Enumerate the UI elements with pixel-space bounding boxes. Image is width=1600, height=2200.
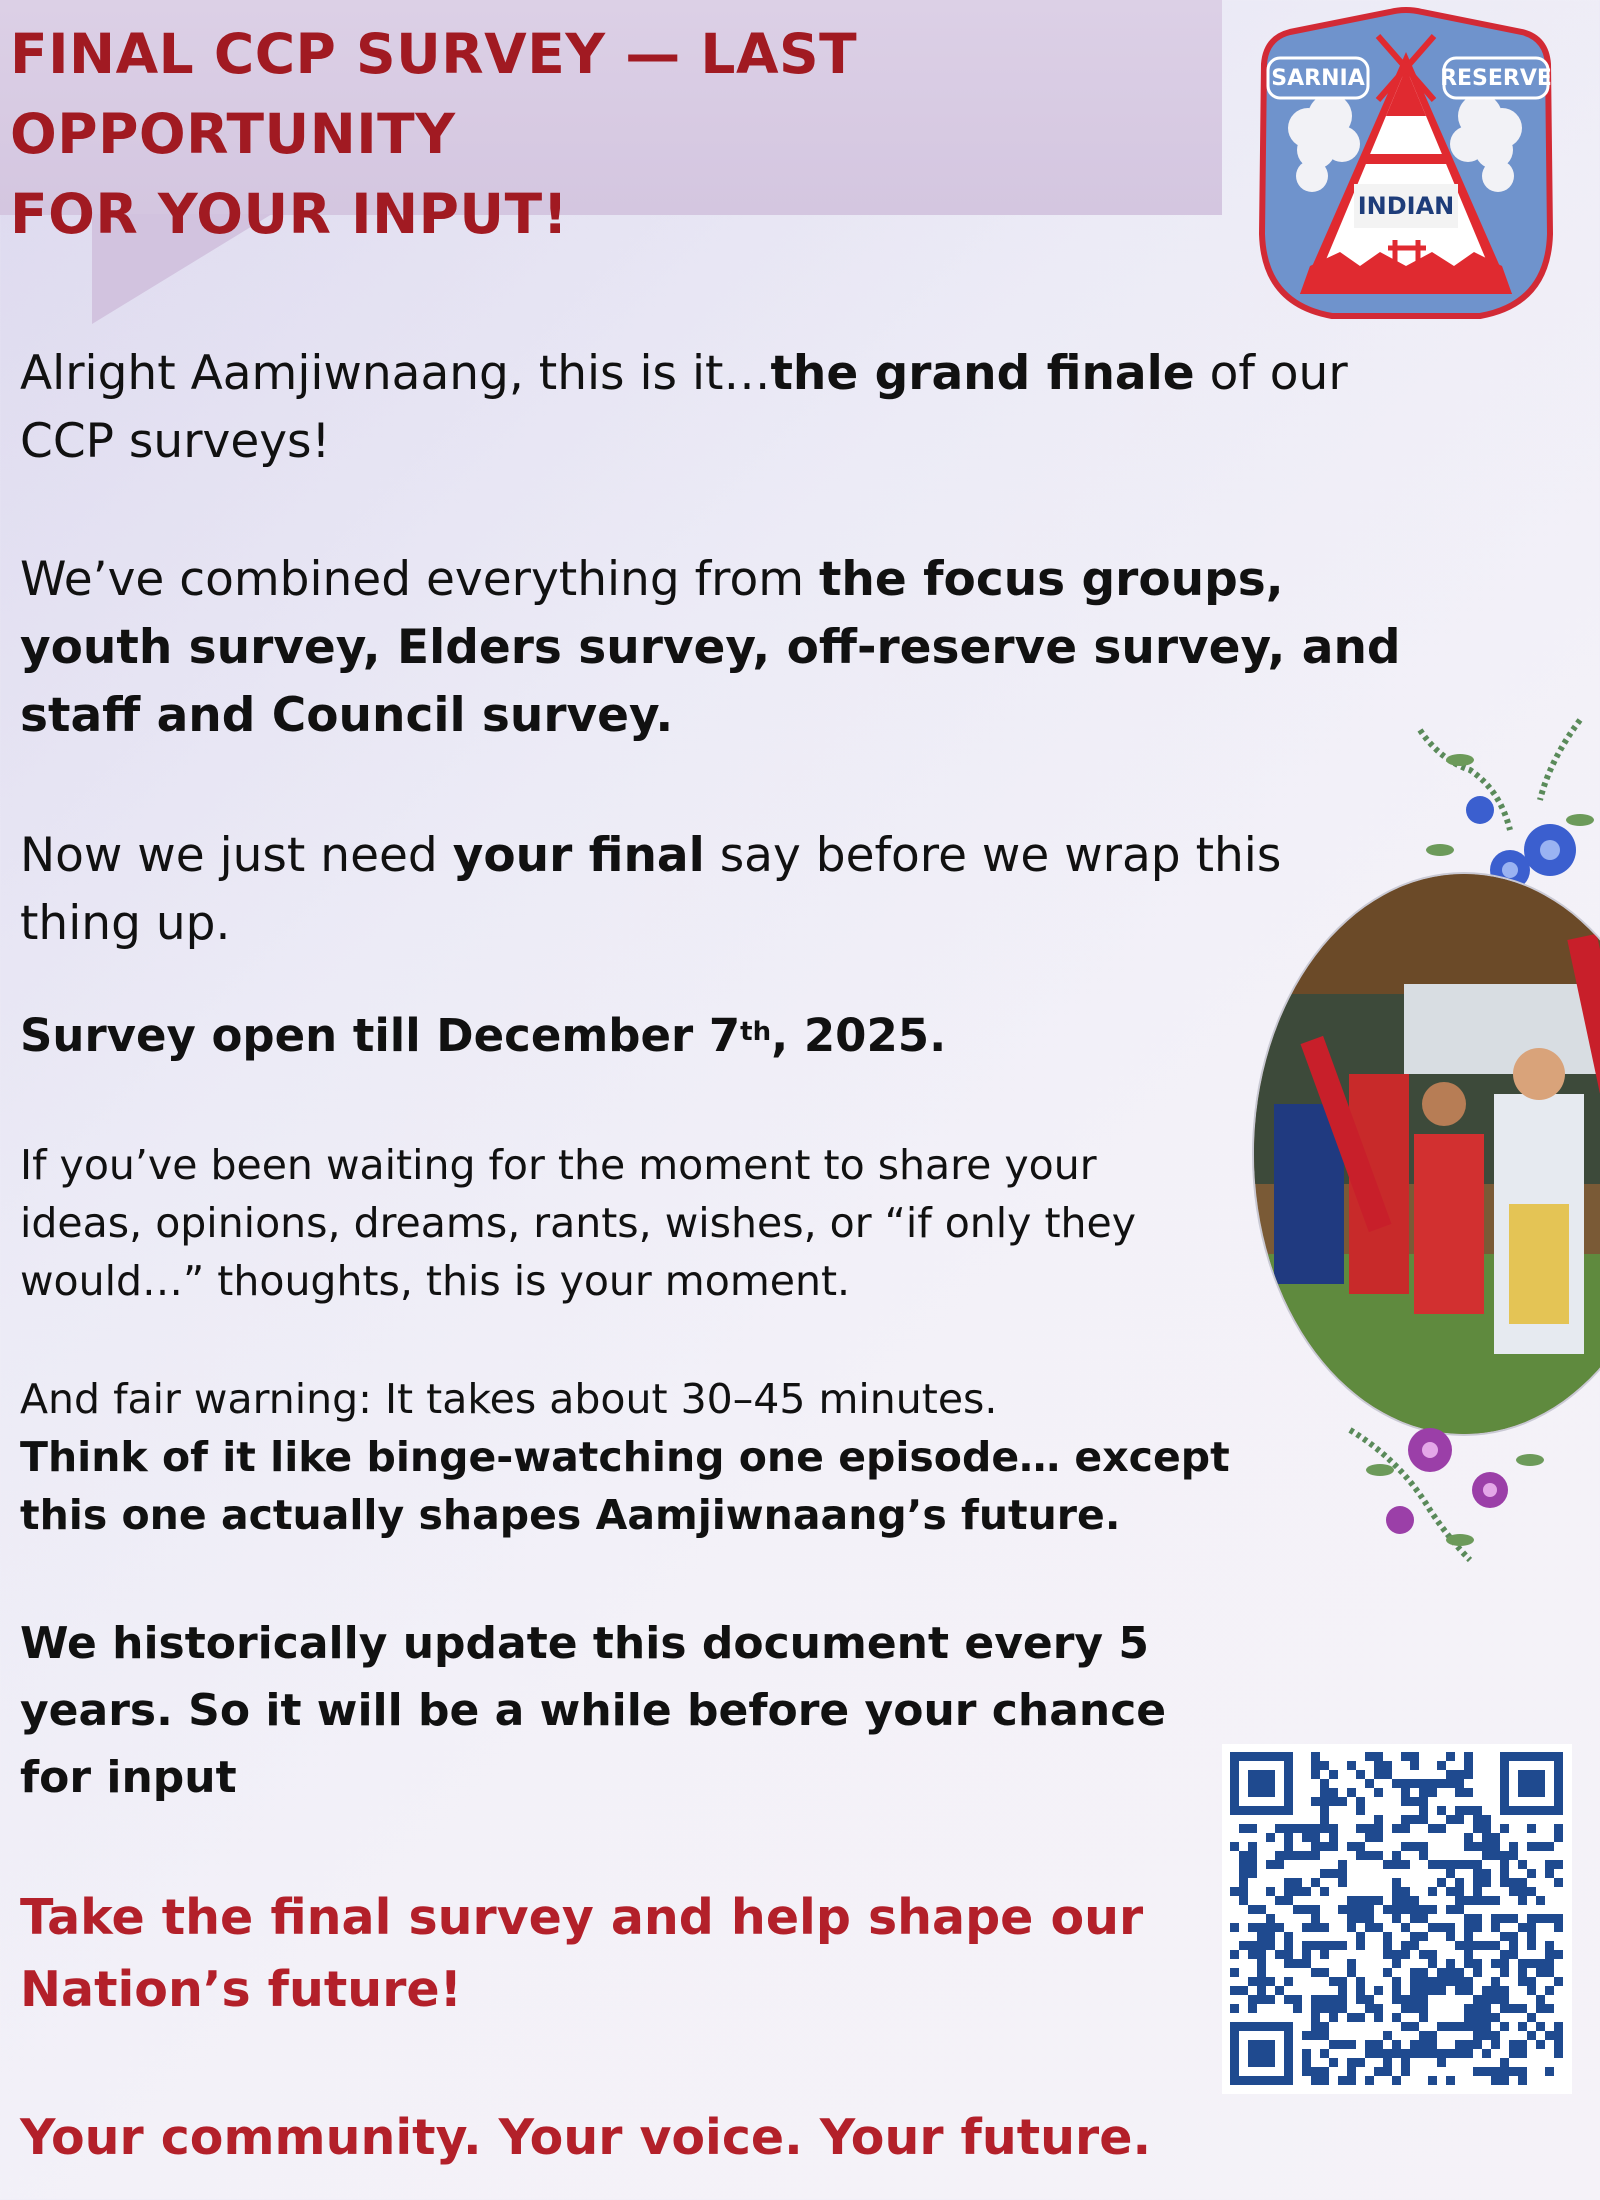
warning-paragraph <box>20 1370 1230 1544</box>
update-line-2: years. So it will be a while before your chance <box>20 1685 1167 1736</box>
deadline-text: Survey open till December 7 <box>20 1009 741 1062</box>
moment-line-3: would…” thoughts, this is your moment. <box>20 1257 851 1305</box>
title-line-1: FINAL CCP SURVEY — LAST OPPORTUNITY <box>10 22 858 166</box>
intro-text-c: of our <box>1194 346 1348 401</box>
survey-deadline <box>20 1002 946 1070</box>
final-say-text-d: thing up. <box>20 896 231 951</box>
survey-qr-code[interactable] <box>1222 1744 1572 2094</box>
final-say-text-bold: your final <box>452 828 705 883</box>
moment-line-1: If you’ve been waiting for the moment to share your <box>20 1141 1097 1189</box>
combined-text-a: We’ve combined everything from <box>20 552 819 607</box>
final-say-text-c: say before we wrap this <box>704 828 1282 883</box>
moment-line-2: ideas, opinions, dreams, rants, wishes, or “if only they <box>20 1199 1137 1247</box>
page-title <box>10 14 1220 254</box>
update-line-1: We historically update this document every 5 <box>20 1618 1150 1669</box>
logo-text-left: SARNIA <box>1271 66 1365 91</box>
deadline-superscript: th <box>740 1017 772 1047</box>
moment-paragraph <box>20 1136 1136 1310</box>
sarnia-reserve-logo <box>1250 4 1562 322</box>
final-say-paragraph <box>20 822 1281 958</box>
warning-line-3: this one actually shapes Aamjiwnaang’s future. <box>20 1491 1121 1539</box>
powwow-dancers-photo <box>1252 872 1600 1436</box>
cta-line-1: Take the final survey and help shape our <box>20 1889 1144 1946</box>
intro-text-bold: the grand finale <box>770 346 1195 401</box>
cta-line-2: Nation’s future! <box>20 1961 462 2018</box>
combined-text-d: staff and Council survey. <box>20 688 674 743</box>
combined-text-b: the focus groups, <box>818 552 1284 607</box>
tagline: Your community. Your voice. Your future. <box>20 2109 1152 2166</box>
update-paragraph <box>20 1610 1166 1811</box>
title-line-2: FOR YOUR INPUT! <box>10 182 569 246</box>
final-say-text-a: Now we just need <box>20 828 453 883</box>
call-to-action <box>20 1882 1143 2026</box>
warning-line-1: And fair warning: It takes about 30–45 minutes. <box>20 1375 998 1423</box>
deadline-year: , 2025. <box>771 1009 947 1062</box>
combined-paragraph <box>20 546 1401 750</box>
intro-text-d: CCP surveys! <box>20 414 331 469</box>
intro-paragraph <box>20 340 1348 476</box>
warning-line-2: Think of it like binge-watching one episode… except <box>20 1433 1230 1481</box>
update-line-3: for input <box>20 1752 237 1803</box>
beadwork-flower-icon <box>1400 700 1600 900</box>
logo-text-right: RESERVE <box>1440 66 1552 91</box>
beadwork-flower-icon-bottom <box>1340 1390 1560 1570</box>
intro-text-a: Alright Aamjiwnaang, this is it… <box>20 346 771 401</box>
combined-text-c: youth survey, Elders survey, off-reserve survey, and <box>20 620 1401 675</box>
logo-text-center: INDIAN <box>1357 192 1455 220</box>
